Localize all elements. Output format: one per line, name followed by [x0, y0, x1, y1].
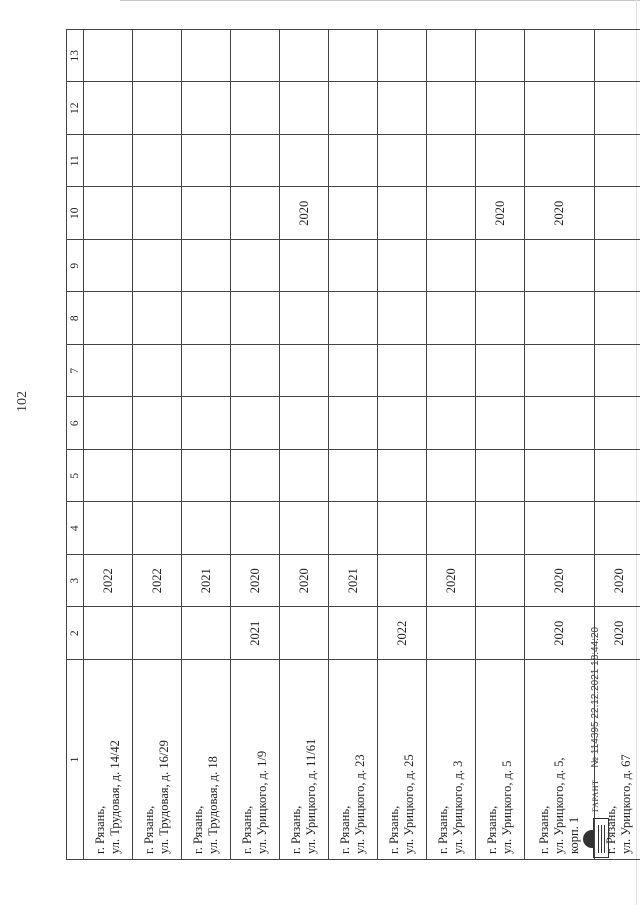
table-row — [280, 30, 329, 860]
year-cell — [280, 607, 329, 660]
address-line: ул. Урицкого, д. 3 — [451, 760, 465, 854]
year-cell — [280, 82, 329, 135]
year-cell — [329, 607, 378, 660]
year-cell — [280, 135, 329, 188]
year-cell — [280, 450, 329, 503]
year-cell — [476, 555, 525, 608]
year-cell — [231, 30, 280, 83]
year-cell — [133, 30, 182, 83]
column-header: 3 — [67, 555, 84, 608]
year-cell — [525, 135, 595, 188]
year-cell — [182, 607, 231, 660]
address-cell — [427, 660, 476, 860]
year-cell: 2022 — [84, 555, 133, 608]
year-cell — [84, 450, 133, 503]
address-line: г. Рязань, — [604, 805, 618, 854]
address-line: г. Рязань, — [191, 805, 205, 854]
address-line: ул. Урицкого, д. 67 — [619, 754, 633, 854]
year-cell — [329, 397, 378, 450]
year-cell — [280, 345, 329, 398]
year-cell — [378, 502, 427, 555]
document-id: № 114395 22.12.2021 18:44:20 — [589, 626, 601, 768]
address-cell — [231, 660, 280, 860]
year-cell — [231, 135, 280, 188]
address-line: ул. Трудовая, д. 14/42 — [108, 740, 122, 854]
year-cell — [133, 345, 182, 398]
year-cell: 2020 — [525, 187, 595, 240]
year-cell — [378, 240, 427, 293]
year-cell — [427, 292, 476, 345]
address-line: г. Рязань, — [93, 805, 107, 854]
year-cell — [476, 30, 525, 83]
year-cell — [476, 345, 525, 398]
year-cell — [476, 450, 525, 503]
column-header: 7 — [67, 345, 84, 398]
year-cell — [378, 397, 427, 450]
year-cell — [84, 397, 133, 450]
year-cell — [280, 292, 329, 345]
year-cell: 2020 — [231, 555, 280, 608]
table-row — [378, 30, 427, 860]
year-cell — [525, 345, 595, 398]
year-cell — [595, 30, 640, 83]
year-cell: 2020 — [280, 187, 329, 240]
address-cell — [133, 660, 182, 860]
table-row — [133, 30, 182, 860]
year-cell — [525, 82, 595, 135]
year-cell — [231, 450, 280, 503]
year-cell — [231, 82, 280, 135]
year-cell — [182, 292, 231, 345]
year-cell — [329, 187, 378, 240]
year-cell: 2021 — [231, 607, 280, 660]
year-cell — [280, 502, 329, 555]
year-cell — [133, 292, 182, 345]
year-cell — [84, 30, 133, 83]
header-row — [67, 30, 84, 860]
table-row — [84, 30, 133, 860]
table-row — [182, 30, 231, 860]
year-cell — [231, 397, 280, 450]
schedule-table — [66, 29, 640, 860]
column-header: 12 — [67, 82, 84, 135]
year-cell — [182, 502, 231, 555]
year-cell — [133, 502, 182, 555]
address-line: ул. Урицкого, д. 5, — [552, 757, 566, 854]
address-line: ул. Урицкого, д. 11/61 — [304, 738, 318, 854]
year-cell — [133, 240, 182, 293]
year-cell — [595, 292, 640, 345]
year-cell — [84, 240, 133, 293]
scan-edge-mark — [120, 0, 640, 1]
year-cell: 2021 — [182, 555, 231, 608]
address-line: г. Рязань, — [387, 805, 401, 854]
year-cell — [329, 82, 378, 135]
year-cell — [182, 397, 231, 450]
column-header: 1 — [67, 660, 84, 860]
year-cell — [231, 292, 280, 345]
year-cell — [231, 240, 280, 293]
year-cell — [595, 187, 640, 240]
address-line: ул. Трудовая, д. 16/29 — [157, 740, 171, 854]
year-cell — [476, 240, 525, 293]
address-line: ул. Урицкого, д. 23 — [353, 754, 367, 854]
year-cell — [378, 135, 427, 188]
year-cell — [84, 187, 133, 240]
year-cell — [476, 135, 525, 188]
year-cell — [133, 82, 182, 135]
address-line: г. Рязань, — [537, 805, 551, 854]
year-cell: 2020 — [280, 555, 329, 608]
address-cell — [329, 660, 378, 860]
year-cell — [182, 345, 231, 398]
table-row — [329, 30, 378, 860]
year-cell — [182, 82, 231, 135]
year-cell — [280, 397, 329, 450]
year-cell — [182, 187, 231, 240]
year-cell — [182, 240, 231, 293]
year-cell — [84, 292, 133, 345]
year-cell: 2022 — [133, 555, 182, 608]
column-header: 4 — [67, 502, 84, 555]
year-cell — [427, 240, 476, 293]
year-cell — [378, 30, 427, 83]
year-cell — [427, 135, 476, 188]
address-line: г. Рязань, — [289, 805, 303, 854]
column-header: 11 — [67, 135, 84, 188]
year-cell — [476, 82, 525, 135]
year-cell — [378, 450, 427, 503]
year-cell — [231, 187, 280, 240]
year-cell — [427, 345, 476, 398]
table-row — [427, 30, 476, 860]
year-cell — [329, 30, 378, 83]
year-cell: 2021 — [329, 555, 378, 608]
year-cell — [84, 135, 133, 188]
year-cell — [84, 82, 133, 135]
document-footer — [578, 440, 612, 860]
stamp-label: ГАРАНТ — [590, 779, 600, 812]
address-line: ул. Урицкого, д. 5 — [500, 760, 514, 854]
year-cell — [476, 502, 525, 555]
address-cell — [84, 660, 133, 860]
year-cell — [182, 30, 231, 83]
year-cell — [329, 502, 378, 555]
address-line: г. Рязань, — [485, 805, 499, 854]
year-cell — [231, 345, 280, 398]
year-cell — [280, 240, 329, 293]
address-cell — [182, 660, 231, 860]
column-header: 9 — [67, 240, 84, 293]
year-cell — [525, 30, 595, 83]
year-cell — [133, 397, 182, 450]
year-cell — [182, 450, 231, 503]
year-cell — [525, 240, 595, 293]
table-row — [476, 30, 525, 860]
column-header: 10 — [67, 187, 84, 240]
year-cell — [525, 292, 595, 345]
page-number: 102 — [15, 391, 30, 412]
column-header: 5 — [67, 450, 84, 503]
address-line: г. Рязань, — [436, 805, 450, 854]
year-cell: 2020 — [476, 187, 525, 240]
year-cell — [476, 607, 525, 660]
schedule-table-container — [66, 30, 640, 860]
year-cell — [595, 240, 640, 293]
year-cell — [133, 607, 182, 660]
year-cell — [133, 187, 182, 240]
year-cell — [427, 450, 476, 503]
address-line: г. Рязань, — [142, 805, 156, 854]
year-cell — [329, 240, 378, 293]
column-header: 8 — [67, 292, 84, 345]
year-cell — [595, 345, 640, 398]
year-cell — [476, 292, 525, 345]
year-cell — [378, 345, 427, 398]
year-cell: 2022 — [378, 607, 427, 660]
year-cell — [378, 187, 427, 240]
year-cell — [378, 292, 427, 345]
garant-stamp-icon — [581, 818, 609, 860]
year-cell — [133, 450, 182, 503]
address-cell — [280, 660, 329, 860]
address-line: ул. Урицкого, д. 25 — [402, 754, 416, 854]
year-cell — [476, 397, 525, 450]
year-cell: 2020 — [525, 555, 595, 608]
column-header: 13 — [67, 30, 84, 83]
address-line: ул. Трудовая, д. 18 — [206, 756, 220, 854]
table-body — [84, 30, 640, 860]
address-line: г. Рязань, — [338, 805, 352, 854]
year-cell — [329, 450, 378, 503]
year-cell — [231, 502, 280, 555]
address-cell — [378, 660, 427, 860]
year-cell — [84, 345, 133, 398]
year-cell — [427, 30, 476, 83]
address-cell — [476, 660, 525, 860]
address-line: корп. 1 — [567, 816, 581, 854]
table-row — [231, 30, 280, 860]
year-cell: 2020 — [595, 607, 640, 660]
year-cell — [329, 292, 378, 345]
column-header: 2 — [67, 607, 84, 660]
year-cell — [595, 135, 640, 188]
year-cell — [280, 30, 329, 83]
year-cell — [427, 607, 476, 660]
address-line: г. Рязань, — [240, 805, 254, 854]
year-cell: 2020 — [595, 555, 640, 608]
year-cell — [427, 82, 476, 135]
year-cell — [329, 345, 378, 398]
column-header: 6 — [67, 397, 84, 450]
year-cell — [182, 135, 231, 188]
year-cell — [427, 187, 476, 240]
year-cell — [378, 555, 427, 608]
year-cell — [329, 135, 378, 188]
address-line: ул. Урицкого, д. 1/9 — [255, 750, 269, 854]
year-cell — [378, 82, 427, 135]
year-cell: 2020 — [525, 607, 595, 660]
year-cell — [427, 397, 476, 450]
year-cell — [84, 502, 133, 555]
year-cell: 2020 — [427, 555, 476, 608]
year-cell — [595, 82, 640, 135]
year-cell — [133, 135, 182, 188]
year-cell — [84, 607, 133, 660]
year-cell — [427, 502, 476, 555]
